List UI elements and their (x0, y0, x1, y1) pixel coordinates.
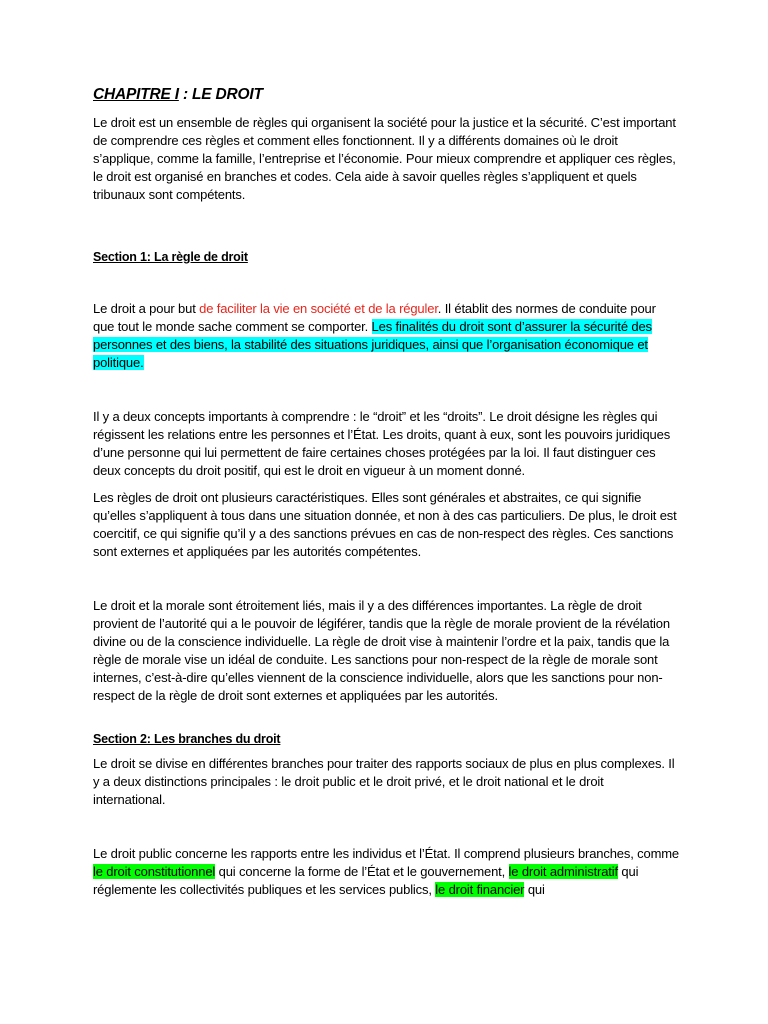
chapter-name: LE DROIT (192, 86, 263, 103)
section-2-heading: Section 2: Les branches du droit (93, 732, 281, 746)
document-body (93, 86, 679, 908)
section-1-heading: Section 1: La règle de droit (93, 250, 248, 264)
text-run: qui (524, 882, 545, 897)
red-text: de faciliter la vie en société et de la réguler (199, 301, 438, 316)
title-separator: : (178, 86, 193, 103)
section-2-paragraph-1: Le droit se divise en différentes branches pour traiter des rapports sociaux de plus en plus complexes. Il y a deux distinctions principales : le droit public et le droit privé, et le droit national et le droit international. (93, 756, 675, 807)
cyan-highlight: Les finalités du droit sont d’assurer la sécurité des personnes et des biens, la stabilité des situations juridiques, ainsi que l’organisation économique et politique. (93, 319, 652, 370)
text-run: . Il établit des normes de conduite pour que tout le monde sache comment se comporter. (93, 301, 656, 334)
chapter-title (93, 86, 679, 104)
section-1-paragraph-1 (93, 300, 679, 372)
green-highlight: le droit financier (435, 882, 525, 897)
text-run: qui réglemente les collectivités publiques et les services publics, (93, 864, 639, 897)
green-highlight: le droit administratif (508, 864, 618, 879)
section-1-paragraph-2: Il y a deux concepts importants à comprendre : le “droit” et les “droits”. Le droit désigne les règles qui régissent les relations entre les personnes et l’État. Les droits, quant à eux, sont les pouvoirs juridiques d’une personne qui lui permettent de faire certaines choses protégées par la loi. Il faut distinguer ces deux concepts du droit positif, qui est le droit en vigueur à un moment donné. (93, 409, 671, 478)
section-1-paragraph-3: Les règles de droit ont plusieurs caractéristiques. Elles sont générales et abstraites, ce qui signifie qu’elles s’appliquent à tous dans une situation donnée, et non à des cas particuliers. De plus, le droit est coercitif, ce qui signifie qu’il y a des sanctions prévues en cas de non-respect des règles. Ces sanctions sont externes et appliquées par les autorités compétentes. (93, 490, 677, 559)
section-2-paragraph-2 (93, 845, 679, 899)
text-run: Le droit a pour but (93, 301, 200, 316)
section-1-paragraph-4: Le droit et la morale sont étroitement liés, mais il y a des différences importantes. La règle de droit provient de l’autorité qui a le pouvoir de légiférer, tandis que la règle de morale provient de la révélation divine ou de la conscience individuelle. La règle de droit vise à maintenir l’ordre et la paix, tandis que la règle de morale vise un idéal de conduite. Les sanctions pour non-respect de la règle de morale sont internes, c’est-à-dire qu’elles viennent de la conscience individuelle, alors que les sanctions pour non-respect de la règle de droit sont externes et appliquées par les autorités. (93, 598, 670, 703)
intro-paragraph: Le droit est un ensemble de règles qui organisent la société pour la justice et la sécurité. C’est important de comprendre ces règles et comment elles fonctionnent. Il y a différents domaines où le droit s’applique, comme la famille, l’entreprise et l’économie. Pour mieux comprendre et appliquer ces règles, le droit est organisé en branches et codes. Cela aide à savoir quelles règles s’appliquent et quels tribunaux sont compétents. (93, 115, 676, 202)
text-run: qui concerne la forme de l’État et le gouvernement, (215, 864, 509, 879)
green-highlight: le droit constitutionnel (93, 864, 216, 879)
text-run: Le droit public concerne les rapports entre les individus et l’État. Il comprend plusieurs branches, comme (93, 846, 680, 861)
chapter-number: CHAPITRE I (93, 86, 179, 103)
